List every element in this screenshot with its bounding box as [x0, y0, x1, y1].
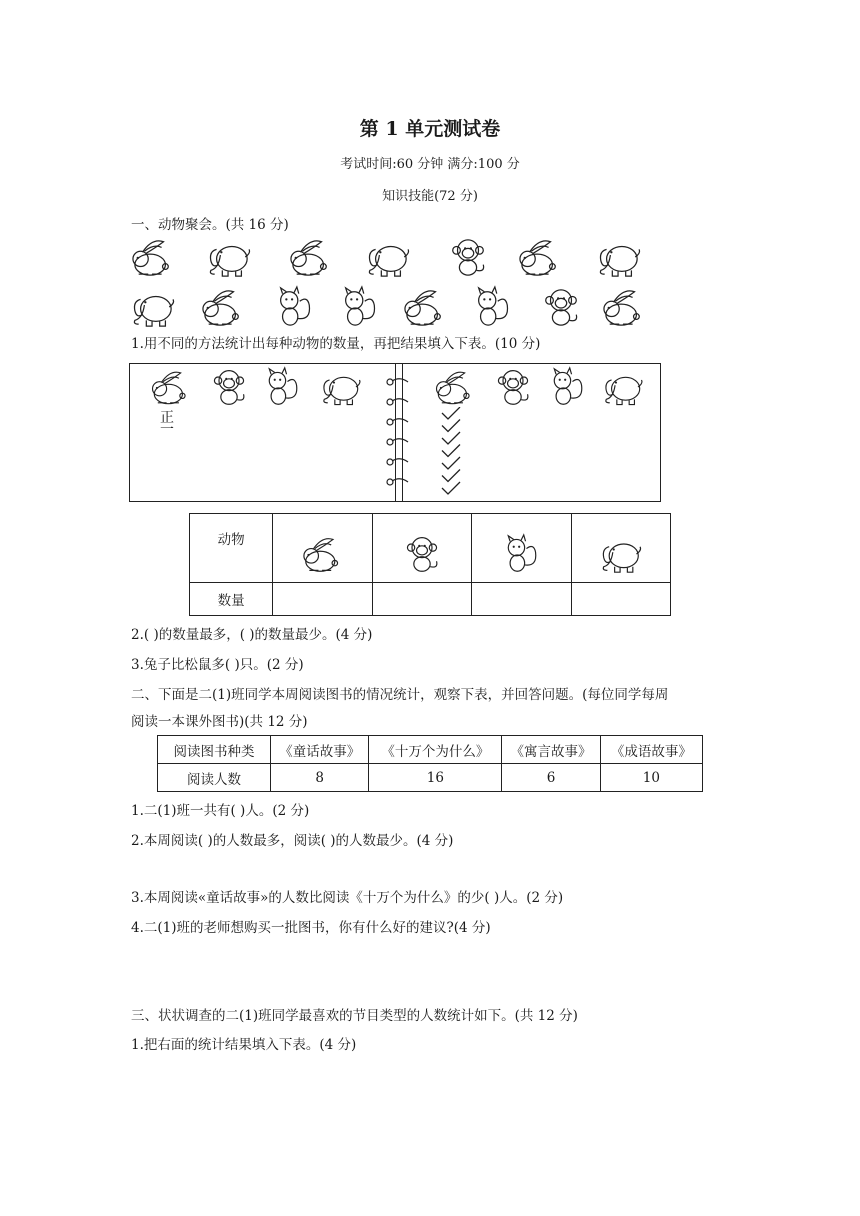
ring-icon: [384, 393, 412, 405]
table-cell: 10: [600, 764, 702, 792]
ring-icon: [384, 473, 412, 485]
part2-question-4: 4.二(1)班的老师想购买一批图书，你有什么好的建议?(4 分): [131, 920, 491, 936]
table-row: [158, 764, 703, 792]
rabbit-icon: [600, 286, 648, 332]
elephant-icon: [129, 286, 177, 332]
elephant-icon: [598, 534, 644, 578]
page-title: 第 1 单元测试卷: [359, 118, 501, 140]
part2-question-2: 2.本周阅读( )的人数最多，阅读( )的人数最少。(4 分): [131, 833, 454, 849]
part3-question-1: 1.把右面的统计结果填入下表。(4 分): [131, 1037, 357, 1053]
checkmark-icon: [442, 445, 460, 457]
monkey-icon: [399, 534, 445, 578]
monkey-icon: [537, 286, 585, 332]
squirrel-icon: [335, 286, 383, 332]
checkmark-icon: [442, 432, 460, 444]
table-row: [158, 736, 703, 764]
count-input-rabbit[interactable]: [273, 582, 372, 615]
checkmark-icon: [442, 457, 460, 469]
ring-icon: [384, 373, 412, 385]
elephant-icon: [319, 367, 363, 411]
table-header-animal: 动物: [190, 514, 273, 583]
table-cell: 阅读人数: [158, 764, 271, 792]
checkmark-icon: [442, 407, 460, 419]
part2-heading-line2: 阅读一本课外图书)(共 12 分): [131, 714, 308, 730]
table-cell-squirrel: [472, 514, 571, 583]
part1-heading: 一、动物聚会。(共 16 分): [131, 217, 289, 233]
table-cell-elephant: [571, 514, 670, 583]
checkmark-icon: [442, 482, 460, 494]
table-header-cell: 阅读图书种类: [158, 736, 271, 764]
monkey-icon: [491, 367, 535, 411]
checkmark-icon: [442, 420, 460, 432]
squirrel-icon: [260, 367, 304, 411]
count-input-squirrel[interactable]: [472, 582, 571, 615]
section-label: 知识技能(72 分): [382, 189, 478, 204]
monkey-icon: [444, 236, 492, 282]
table-header-cell: 《成语故事》: [600, 736, 702, 764]
elephant-icon: [595, 236, 643, 282]
table-cell: 6: [502, 764, 600, 792]
reading-stats-table: [157, 735, 703, 792]
table-header-cell: 《童话故事》: [271, 736, 369, 764]
animal-count-table: [189, 513, 671, 616]
part3-heading: 三、状状调查的二(1)班同学最喜欢的节目类型的人数统计如下。(共 12 分): [131, 1008, 578, 1024]
ring-icon: [384, 453, 412, 465]
part1-question-2: 2.( )的数量最多，( )的数量最少。(4 分): [131, 627, 373, 643]
tally-zheng-mark: [160, 407, 174, 439]
exam-info: 考试时间:60 分钟 满分:100 分: [340, 157, 520, 172]
ring-icon: [384, 413, 412, 425]
squirrel-icon: [270, 286, 318, 332]
checkmark-icon: [442, 470, 460, 482]
count-input-elephant[interactable]: [571, 582, 670, 615]
part1-question-3: 3.兔子比松鼠多( )只。(2 分): [131, 657, 304, 673]
rabbit-icon: [433, 367, 477, 411]
zheng-extra: 一: [160, 422, 174, 438]
rabbit-icon: [199, 286, 247, 332]
monkey-icon: [207, 367, 251, 411]
tally-checkmarks: [438, 407, 468, 501]
table-cell-rabbit: [273, 514, 372, 583]
count-input-monkey[interactable]: [372, 582, 471, 615]
rabbit-icon: [516, 236, 564, 282]
rabbit-icon: [300, 534, 346, 578]
part2-heading-line1: 二、下面是二(1)班同学本周阅读图书的情况统计，观察下表，并回答问题。(每位同学每周: [131, 687, 669, 703]
part2-question-1: 1.二(1)班一共有( )人。(2 分): [131, 803, 310, 819]
elephant-icon: [364, 236, 412, 282]
squirrel-icon: [468, 286, 516, 332]
zheng-char: 正: [160, 410, 174, 426]
rabbit-icon: [401, 286, 449, 332]
table-row-label-count: 数量: [190, 582, 273, 615]
table-header-cell: 《寓言故事》: [502, 736, 600, 764]
table-header-cell: 《十万个为什么》: [369, 736, 502, 764]
squirrel-icon: [498, 534, 544, 578]
squirrel-icon: [545, 367, 589, 411]
table-cell: 16: [369, 764, 502, 792]
ring-icon: [384, 433, 412, 445]
rabbit-icon: [129, 236, 177, 282]
table-cell: 8: [271, 764, 369, 792]
elephant-icon: [601, 367, 645, 411]
table-cell-monkey: [372, 514, 471, 583]
part2-question-3: 3.本周阅读«童话故事»的人数比阅读《十万个为什么》的少( )人。(2 分): [131, 890, 564, 906]
elephant-icon: [205, 236, 253, 282]
rabbit-icon: [287, 236, 335, 282]
rabbit-icon: [149, 367, 193, 411]
part1-question-1: 1.用不同的方法统计出每种动物的数量，再把结果填入下表。(10 分): [131, 336, 541, 352]
